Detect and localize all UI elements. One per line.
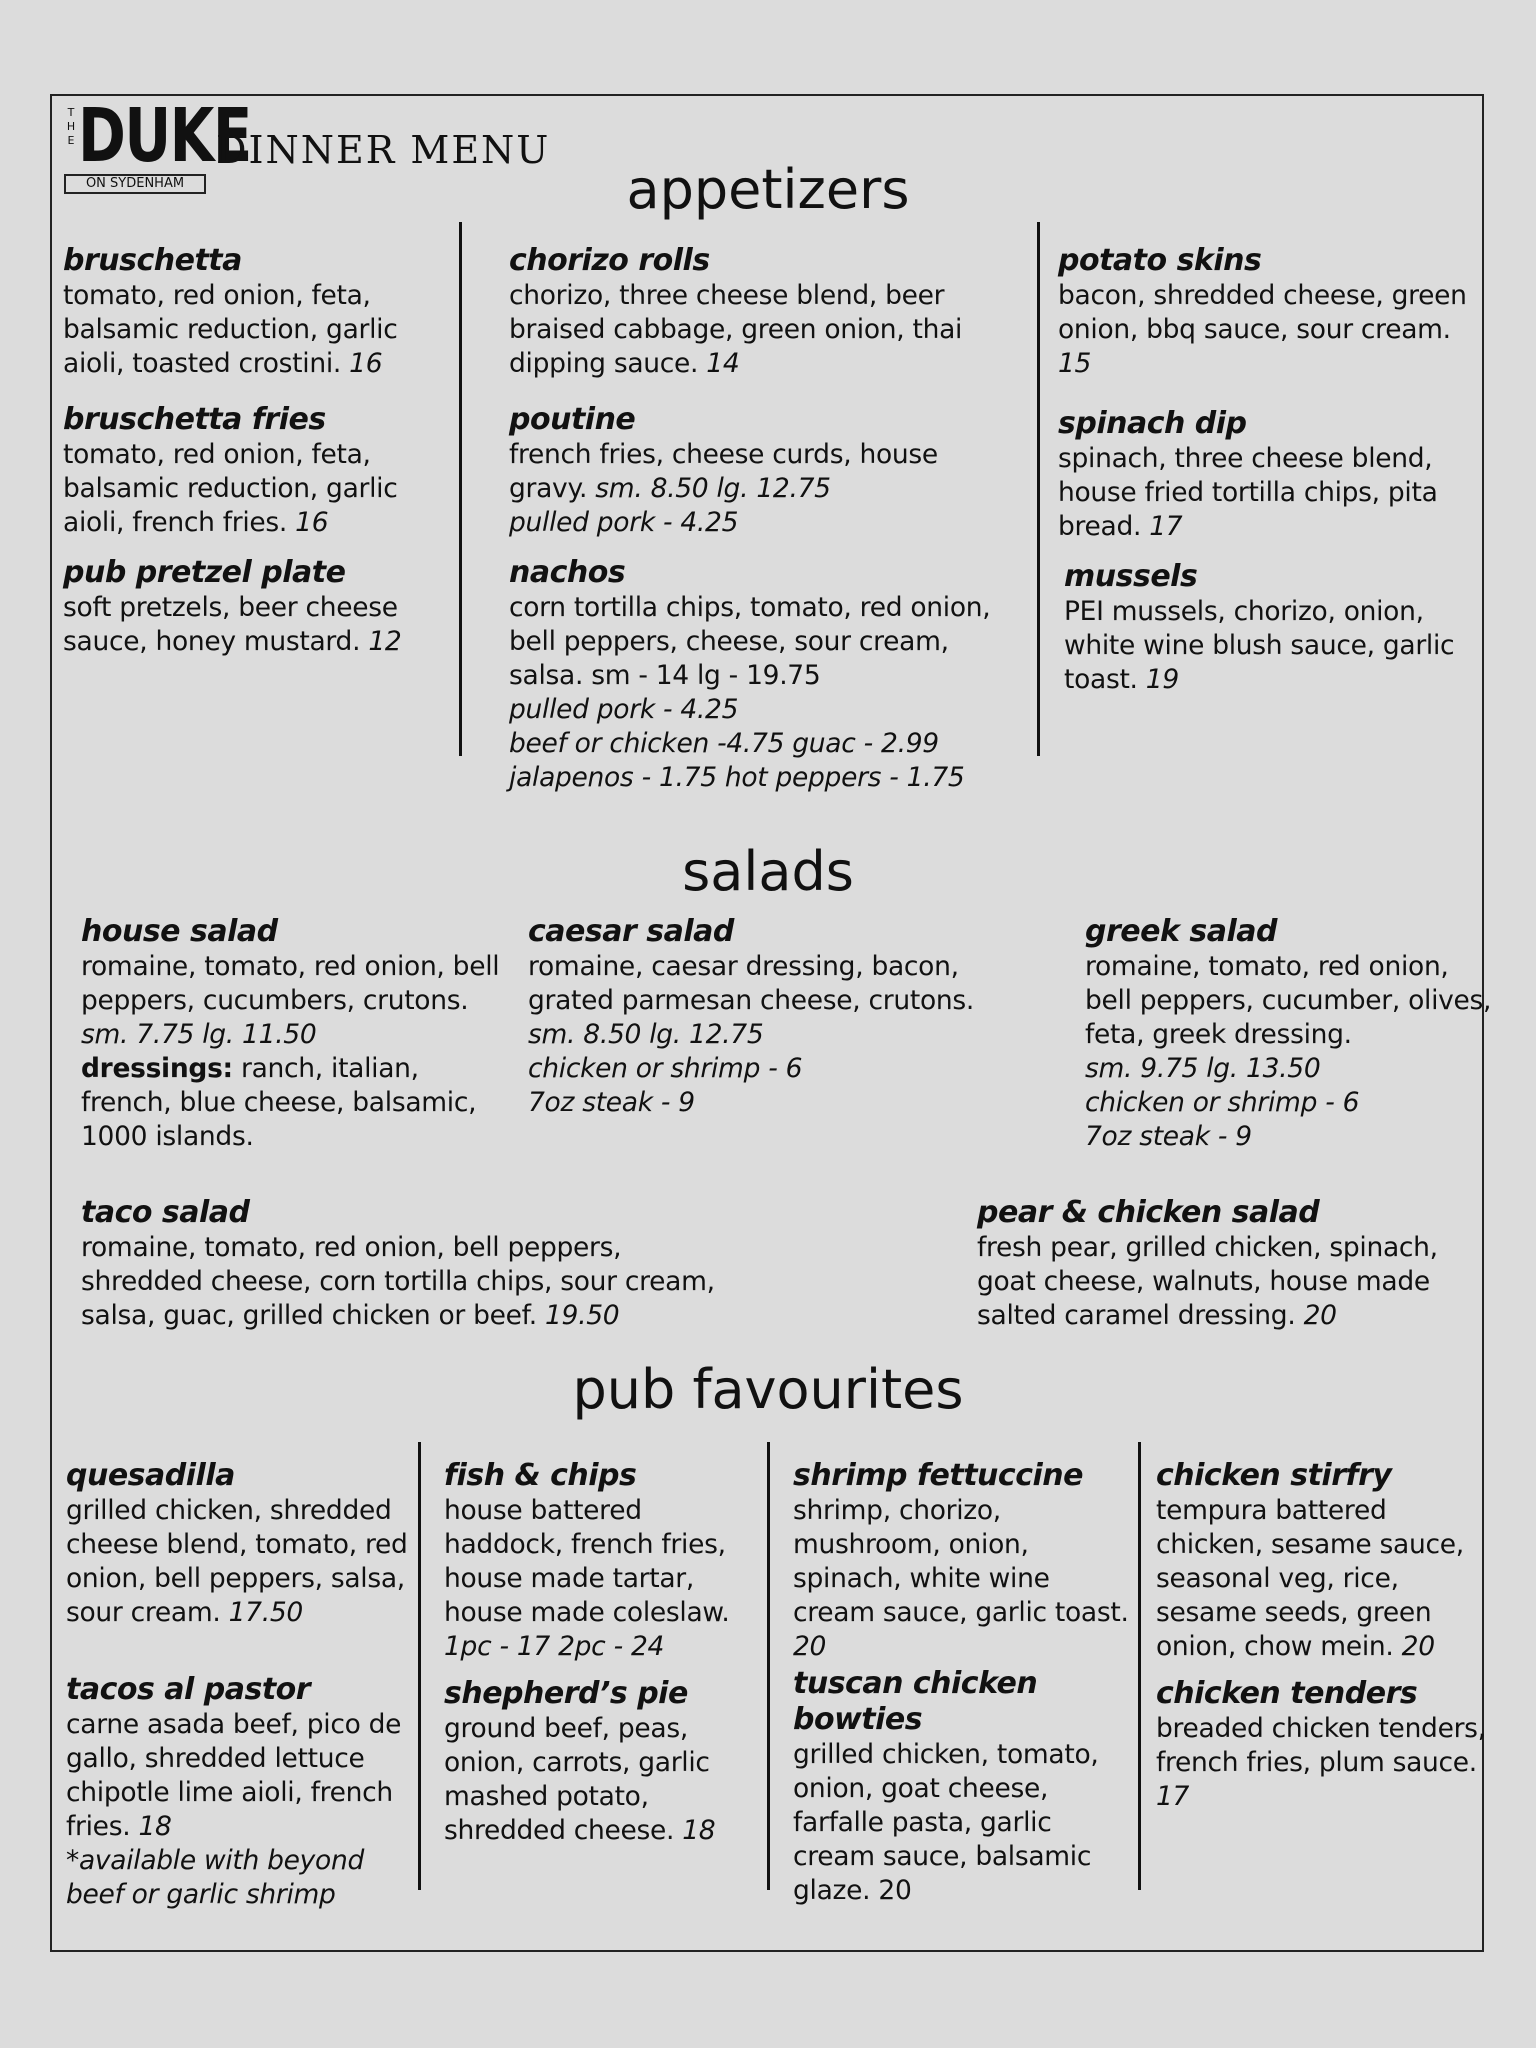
item-description: romaine, tomato, red onion, bell peppers, cucumbers, crutons. sm. 7.75 lg. 11.50	[81, 951, 500, 1050]
menu-item	[1064, 559, 1478, 697]
item-price: 1pc - 17 2pc - 24	[444, 1631, 665, 1662]
item-description: tempura battered chicken, sesame sauce, seasonal veg, rice, sesame seeds, green onion, chow mein. 20	[1156, 1495, 1464, 1662]
item-description: soft pretzels, beer cheese sauce, honey mustard. 12	[63, 592, 402, 657]
menu-item	[793, 1458, 1138, 1664]
menu-item	[81, 914, 501, 1154]
item-name: chorizo rolls	[509, 243, 710, 278]
menu-item	[63, 243, 453, 381]
item-description: romaine, tomato, red onion, bell peppers, cucumber, olives, feta, greek dressing.	[1085, 951, 1492, 1050]
menu-item	[66, 1672, 416, 1912]
item-description: shrimp, chorizo, mushroom, onion, spinach, white wine cream sauce, garlic toast. 20	[793, 1495, 1129, 1662]
item-name: quesadilla	[66, 1458, 235, 1493]
menu-item	[793, 1666, 1138, 1908]
column-divider	[767, 1442, 770, 1890]
item-extra: chicken or shrimp - 6	[528, 1053, 803, 1084]
item-name: nachos	[509, 555, 626, 590]
menu-item	[1156, 1458, 1486, 1664]
item-description: fresh pear, grilled chicken, spinach, goat cheese, walnuts, house made salted caramel dressing. 20	[977, 1232, 1438, 1331]
menu-item	[81, 1195, 721, 1333]
column-divider	[1138, 1442, 1141, 1890]
section-title-pub-favourites: pub favourites	[572, 1358, 964, 1421]
item-extra: 7oz steak - 9	[1085, 1121, 1252, 1152]
logo-subtitle: ON SYDENHAM	[64, 174, 206, 194]
column-divider	[418, 1442, 421, 1890]
item-name: tuscan chicken bowties	[793, 1666, 1038, 1737]
item-name: house salad	[81, 914, 278, 949]
item-name: fish & chips	[444, 1458, 637, 1493]
item-description: romaine, caesar dressing, bacon, grated parmesan cheese, crutons.	[528, 951, 974, 1016]
item-extra: pulled pork - 4.25	[509, 694, 739, 725]
menu-title: DINNER MENU	[216, 128, 551, 172]
item-description: ground beef, peas, onion, carrots, garlic mashed potato, shredded cheese. 18	[444, 1713, 716, 1846]
item-description: corn tortilla chips, tomato, red onion, bell peppers, cheese, sour cream, salsa. sm - 14 lg - 19.75	[509, 592, 991, 691]
item-description: chorizo, three cheese blend, beer braised cabbage, green onion, thai dipping sauce. 14	[509, 280, 963, 379]
menu-item	[528, 914, 1048, 1120]
item-description: tomato, red onion, feta, balsamic reduction, garlic aioli, french fries. 16	[63, 439, 398, 538]
item-name: potato skins	[1058, 243, 1262, 278]
item-description: grilled chicken, shredded cheese blend, tomato, red onion, bell peppers, salsa, sour cream. 17.50	[66, 1495, 408, 1628]
item-extra: beef or chicken -4.75 guac - 2.99	[509, 728, 939, 759]
item-name: spinach dip	[1058, 406, 1247, 441]
item-name: bruschetta	[63, 243, 242, 278]
item-name: greek salad	[1085, 914, 1277, 949]
menu-item	[509, 555, 1029, 795]
logo-the: T H E	[66, 106, 76, 147]
item-name: shepherd’s pie	[444, 1676, 688, 1711]
menu-item	[509, 243, 1024, 381]
column-divider	[459, 222, 462, 756]
menu-item	[1085, 914, 1497, 1154]
menu-item	[1058, 243, 1478, 381]
menu-item	[63, 402, 453, 540]
menu-item	[509, 402, 1024, 540]
item-extra: 7oz steak - 9	[528, 1087, 695, 1118]
item-name: poutine	[509, 402, 636, 437]
item-name: pear & chicken salad	[977, 1195, 1320, 1230]
menu-item	[1058, 406, 1478, 544]
item-description: grilled chicken, tomato, onion, goat cheese, farfalle pasta, garlic cream sauce, balsamic glaze. 20	[793, 1739, 1099, 1906]
item-name: bruschetta fries	[63, 402, 326, 437]
item-name: tacos al pastor	[66, 1672, 311, 1707]
item-name: chicken tenders	[1156, 1676, 1418, 1711]
item-name: shrimp fettuccine	[793, 1458, 1083, 1493]
item-extra: pulled pork - 4.25	[509, 507, 739, 538]
item-extra: jalapenos - 1.75 hot peppers - 1.75	[509, 762, 965, 793]
menu-item	[63, 555, 453, 659]
item-name: chicken stirfry	[1156, 1458, 1392, 1493]
menu-item	[444, 1458, 764, 1664]
menu-item	[444, 1676, 764, 1848]
item-description: romaine, tomato, red onion, bell peppers, shredded cheese, corn tortilla chips, sour cream, salsa, guac, grilled chicken or beef. 19.50	[81, 1232, 715, 1331]
item-description: french fries, cheese curds, house gravy. sm. 8.50 lg. 12.75	[509, 439, 938, 504]
column-divider	[1037, 222, 1040, 756]
menu-item	[66, 1458, 416, 1630]
menu-item	[977, 1195, 1497, 1333]
logo-name: DUKE	[78, 93, 251, 179]
item-name: taco salad	[81, 1195, 250, 1230]
item-dressings: dressings: ranch, italian, french, blue cheese, balsamic, 1000 islands.	[81, 1053, 477, 1152]
section-title-appetizers: appetizers	[626, 158, 910, 221]
item-description: bacon, shredded cheese, green onion, bbq sauce, sour cream. 15	[1058, 280, 1467, 379]
item-note: *available with beyond beef or garlic shrimp	[66, 1845, 364, 1910]
item-price: sm. 8.50 lg. 12.75	[528, 1019, 764, 1050]
section-title-salads: salads	[682, 840, 854, 903]
item-description: tomato, red onion, feta, balsamic reduction, garlic aioli, toasted crostini. 16	[63, 280, 398, 379]
item-description: spinach, three cheese blend, house fried tortilla chips, pita bread. 17	[1058, 443, 1438, 542]
item-price: sm. 9.75 lg. 13.50	[1085, 1053, 1321, 1084]
item-description: carne asada beef, pico de gallo, shredded lettuce chipotle lime aioli, french fries. 18	[66, 1709, 402, 1842]
item-description: house battered haddock, french fries, house made tartar, house made coleslaw.	[444, 1495, 730, 1628]
item-description: breaded chicken tenders, french fries, plum sauce. 17	[1156, 1713, 1486, 1812]
item-name: pub pretzel plate	[63, 555, 346, 590]
item-name: mussels	[1064, 559, 1198, 594]
item-description: PEI mussels, chorizo, onion, white wine blush sauce, garlic toast. 19	[1064, 596, 1455, 695]
menu-item	[1156, 1676, 1486, 1814]
item-name: caesar salad	[528, 914, 734, 949]
item-extra: chicken or shrimp - 6	[1085, 1087, 1360, 1118]
